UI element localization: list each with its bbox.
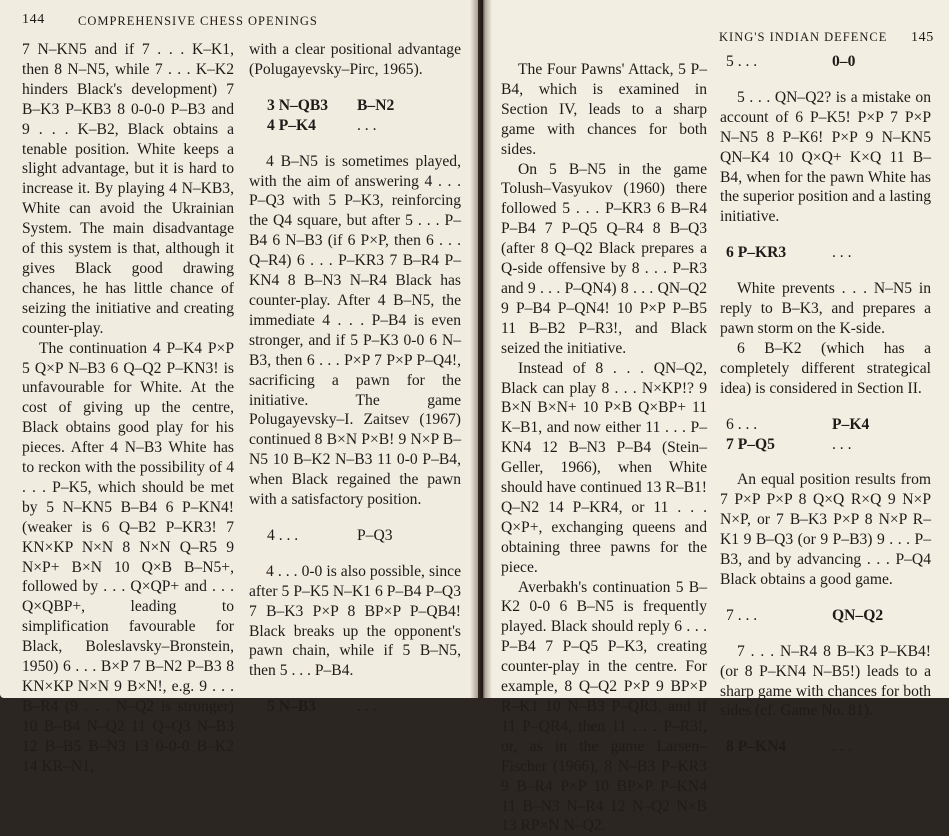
- running-head: KING'S INDIAN DEFENCE: [719, 30, 888, 44]
- paragraph: The continuation 4 P–K4 P×P 5 Q×P N–B3 6 Q–Q2 P–KN3! is unfavourable for White. At the cost of giving up the centre, Black obtains good play for his pieces. After 4 N–B3 White has to reckon with the possibility of 4 . . . P–K5, which should be met by 5 N–KN5 B–B4 6 P–KN4! (weaker is 6 Q–B2 P–KR3! 7 KN×KP N×N 8 N×N Q–R5 9 N×P+ B×N 10 Q×B B–N5+, followed by . . . Q×QP+ and . . . Q×QBP+, leading to simplification favourable for Black, Boleslavsky–Bronstein, 1950) 6 . . . B×P 7 B–N2 P–B3 8 KN×KP N×N 9 B×N!, e.g. 9 . . . B–R4 (9 . . . N–Q2 is stronger) 10 B–B4 N–Q2 11 Q–Q3 N–B3 12 B–B5 B–N3 13 0-0-0 B–K2 14 KR–N1,: [22, 339, 234, 775]
- move-line: 7 . . . QN–Q2: [726, 606, 884, 624]
- move-line: 5 . . . 0–0: [726, 53, 856, 70]
- book-gutter: [470, 0, 492, 698]
- paragraph: On 5 B–N5 in the game Tolush–Vasyukov (1960) there followed 5 . . . P–KR3 6 B–R4 P–B4 7 P–Q5 Q–R4 8 B–Q3 (after 8 Q–Q2 Black prepares a Q-side offensive by 8 . . . P–R3 and 9 . . . P–QN4) 8 . . . QN–Q2 9 P–B4 P–QN4! 10 P×P P–B5 11 B–B2 P–R3!, and Black seized the initiative.: [501, 160, 707, 357]
- paragraph: Averbakh's continuation 5 B–K2 0-0 6 B–N5 is frequently played. Black should reply 6 . . . P–B4 7 P–Q5 P–K3, creating counter-play in the centre. For example, 8 Q–Q2 P×P 9 BP×P R–K1 10 N–B3 P–QR3, and if 11 P–QR4, then 11 . . . P–R3!, or, as in the game Larsen–Fischer (1966), 8 N–B3 P–KR3 9 B–R4 P×P 10 BP×P P–KN4 11 B–N3 N–R4 12 N–Q2 N×B 13 RP×N N–Q2.: [501, 578, 707, 835]
- right-column-1: [501, 60, 707, 836]
- paragraph: The Four Pawns' Attack, 5 P–B4, which is examined in Section IV, leads to a sharp game with chances for both sides.: [501, 61, 707, 158]
- move-line: 6 P–KR3 . . .: [726, 244, 852, 262]
- move-line: 5 N–B3 . . .: [267, 698, 377, 716]
- paragraph: 7 . . . N–R4 8 B–K3 P–KB4! (or 8 P–KN4 N–B5!) leads to a sharp game with chances for both sides (cf. Game No. 81).: [720, 642, 931, 720]
- paragraph: Instead of 8 . . . QN–Q2, Black can play 8 . . . N×KP!? 9 B×N B×N+ 10 P×B Q×BP+ 11 K–B1, and now either 11 . . . P–KN4 12 B–N3 P–B4 (Stein–Geller, 1966), when White should have continued 13 R–B1! Q–N2 14 P–KR4, or 11 . . . Q×P+, exchanging queens and obtaining three pawns for the piece.: [501, 359, 707, 576]
- move-line: 4 P–K4 . . .: [267, 116, 377, 134]
- running-head: COMPREHENSIVE CHESS OPENINGS: [78, 14, 318, 28]
- left-column-2: [249, 40, 461, 717]
- move-line: 8 P–KN4 . . .: [726, 738, 852, 756]
- right-column-2: [720, 52, 931, 757]
- paragraph: White prevents . . . N–N5 in reply to B–K3, and prepares a pawn storm on the K-side.: [720, 280, 931, 337]
- left-page: [0, 0, 478, 775]
- paragraph: 7 N–KN5 and if 7 . . . K–K1, then 8 N–N5, while 7 . . . K–K2 hinders Black's development) 7 B–K3 P–KB3 8 0-0-0 P–B3 and 9 . . . K–B2, Black obtains a tenable position. White keeps a slight advantage, but it is hard to increase it. By playing 4 N–KB3, White can avoid the Ukrainian System. The main disadvantage of this system is that, although it gives Black good drawing chances, he has little chance of seizing the initiative and creating counter-play.: [22, 41, 234, 337]
- paragraph: An equal position results from 7 P×P P×P 8 Q×Q R×Q 9 N×P N×P, or 7 B–K3 P×P 8 N×P R–K1 9 B–Q3 (or 9 P–B3) 9 . . . P–B3, and by advancing . . . P–Q4 Black obtains a good game.: [720, 471, 931, 588]
- left-column-1: [22, 40, 234, 777]
- page-number: 144: [22, 12, 45, 27]
- move-line: 4 . . . P–Q3: [267, 526, 393, 544]
- move-line: 6 . . . P–K4: [726, 415, 870, 433]
- paragraph: 4 . . . 0-0 is also possible, since after 5 P–K5 N–K1 6 P–B4 P–Q3 7 B–K3 P×P 8 BP×P P–QB4! Black breaks up the opponent's pawn chain, while if 5 B–N5, then 5 . . . P–B4.: [249, 562, 461, 680]
- paragraph: 4 B–N5 is sometimes played, with the aim of answering 4 . . . P–Q3 with 5 P–K3, reinforcing the Q4 square, but after 5 . . . P–B4 6 N–B3 (if 6 P×P, then 6 . . . Q–R4) 6 . . . P–KR3 7 B–R4 P–KN4 8 B–N3 N–R4 Black has counter-play. After 4 B–N5, the immediate 4 . . . P–B4 is even stronger, and if 5 P–K3 0-0 6 N–B3, then 6 . . . P×P 7 P×P P–Q4!, sacrificing a pawn for the initiative. The game Polugayevsky–I. Zaitsev (1967) continued 8 B×N P×B! 9 N×P B–N5 10 B–K2 N–B3 11 0-0 P–B4, when Black regained the pawn with a satisfactory position.: [249, 152, 461, 509]
- paragraph: 5 . . . QN–Q2? is a mistake on account of 6 P–K5! P×P 7 P×P N–N5 8 P–K6! P×P 9 N–KN5 QN–K4 10 Q×Q+ K×Q 11 B–B4, when for the pawn White has the superior position and a lasting initiative.: [720, 88, 931, 226]
- move-line: 3 N–QB3 B–N2: [267, 96, 395, 114]
- paragraph: with a clear positional advantage (Polugayevsky–Pirc, 1965).: [249, 41, 461, 78]
- paragraph: 6 B–K2 (which has a completely different strategical idea) is considered in Section II.: [720, 339, 931, 397]
- right-page: [483, 0, 949, 835]
- page-number: 145: [911, 30, 934, 45]
- move-line: 7 P–Q5 . . .: [726, 435, 852, 453]
